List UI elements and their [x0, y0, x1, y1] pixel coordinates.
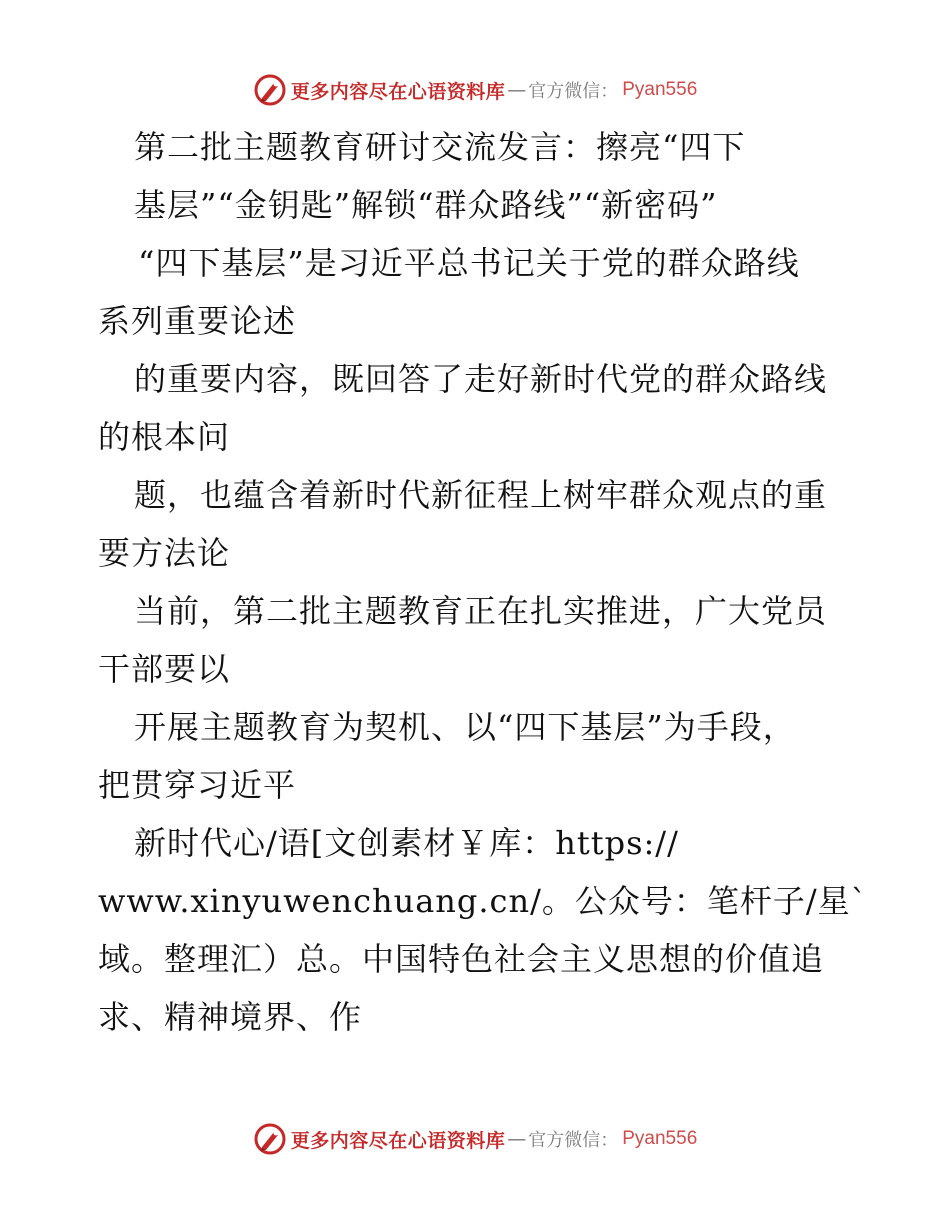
doc-line: 把贯穿习近平 — [98, 766, 297, 804]
banner-separator: — — [507, 1128, 527, 1150]
doc-line: 干部要以 — [98, 650, 231, 688]
doc-line: 要方法论 — [98, 534, 231, 572]
doc-line: “四下基层”是习近平总书记关于党的群众路线 — [138, 244, 800, 282]
header-banner — [0, 70, 950, 110]
document-body — [98, 118, 868, 1046]
doc-line: 域。整理汇）总。中国特色社会主义思想的价值追 — [98, 940, 825, 978]
doc-line-url: www.xinyuwenchuang.cn/。公众号：笔杆子/星` — [98, 882, 868, 920]
doc-line: 的重要内容，既回答了走好新时代党的群众路线 — [134, 360, 828, 398]
pen-logo-icon — [253, 1122, 287, 1156]
doc-title-line-1: 第二批主题教育研讨交流发言：擦亮“四下 — [134, 128, 746, 166]
doc-line: 当前，第二批主题教育正在扎实推进，广大党员 — [134, 592, 828, 630]
doc-line: 系列重要论述 — [98, 302, 297, 340]
doc-line: 题，也蕴含着新时代新征程上树牢群众观点的重 — [134, 476, 828, 514]
pen-logo-icon — [253, 73, 287, 107]
doc-line: 求、精神境界、作 — [98, 998, 363, 1036]
banner-wechat-id: Pyan556 — [622, 79, 698, 100]
footer-banner — [0, 1119, 950, 1159]
doc-line: 的根本问 — [98, 418, 231, 456]
doc-line: 新时代心/语[文创素材￥库：https:// — [134, 824, 679, 862]
doc-line: 开展主题教育为契机、以“四下基层”为手段， — [134, 708, 796, 746]
banner-wechat-id: Pyan556 — [622, 1128, 698, 1149]
banner-separator: — — [507, 79, 527, 101]
doc-title-line-2: 基层”“金钥匙”解锁“群众路线”“新密码” — [134, 186, 718, 224]
banner-wechat-label: 官方微信： — [528, 81, 619, 102]
banner-wechat-label: 官方微信： — [528, 1130, 619, 1151]
banner-slogan: 更多内容尽在心语资料库 — [290, 80, 506, 103]
banner-slogan: 更多内容尽在心语资料库 — [290, 1129, 506, 1152]
